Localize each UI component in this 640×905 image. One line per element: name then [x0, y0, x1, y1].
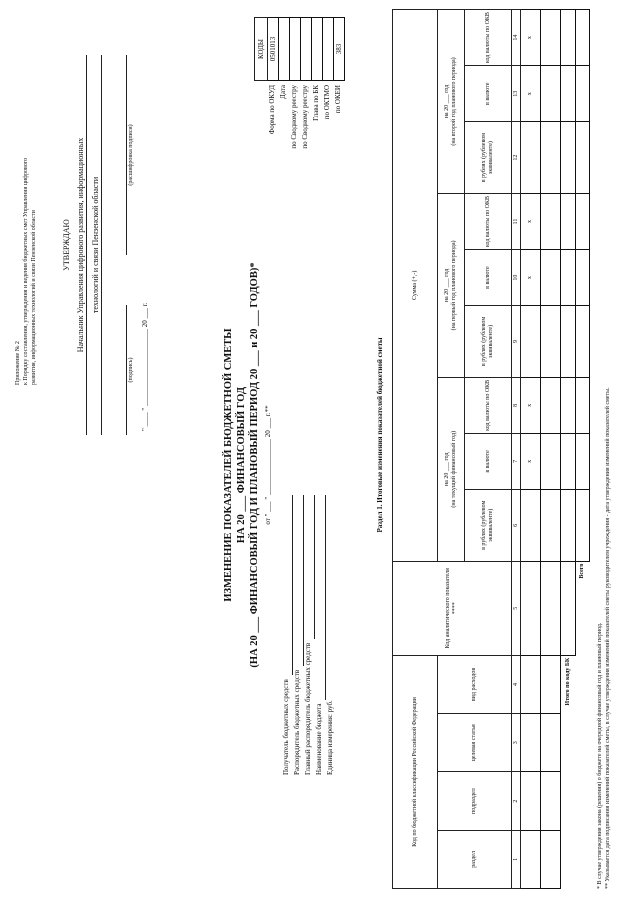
document-title: [222, 255, 273, 675]
bk-header: Код по бюджетной классификации Российской Федерации: [393, 655, 438, 888]
codes-value: 383: [334, 18, 345, 81]
field-row: Главный распорядитель бюджетных средств: [304, 495, 315, 775]
sum-header: Сумма (+,-): [393, 10, 438, 562]
title-line2: НА 20 ___ ФИНАНСОВЫЙ ГОД: [236, 386, 247, 544]
codes-value: [323, 18, 334, 81]
col-okv: код валюты по ОКВ: [465, 194, 512, 250]
col-okv: код валюты по ОКВ: [465, 377, 512, 433]
table-row: [541, 10, 561, 889]
codes-labels: Форма по ОКУД Дата по Сводному реестру по Сводному реестру Глава по БК по ОКТМО по ОКЕИ: [268, 85, 342, 149]
col-currency: в валюте: [465, 433, 512, 489]
approval-label: УТВЕРЖДАЮ: [62, 219, 71, 271]
bk-col-target: целевая статья: [438, 714, 512, 772]
col-okv: код валюты по ОКВ: [465, 10, 512, 66]
col-currency: в валюте: [465, 66, 512, 122]
approval-position-line1: Начальник Управления цифрового развития, информационных: [76, 55, 87, 435]
approval-block: [62, 55, 150, 435]
analytic-header: Код аналитического показателя ****: [393, 561, 512, 655]
footnote-1: * В случае утверждения закона (решения) о бюджете на очередной финансовый год и плановый период.: [597, 622, 603, 889]
decoding-caption: (расшифровка подписи): [128, 124, 134, 186]
col-number-row: 1 2 3 4 5 6 7 8 9 10 11 12 13 14: [512, 10, 521, 889]
footnote-2: ** Указывается дата подписания изменений показателей сметы, в случае утверждения изменений показателей сметы руководителем учреждения - дата утверждения изменений показателей сметы.: [605, 387, 611, 889]
approval-position-line2: технологий и связи Пензенской области: [91, 55, 102, 435]
title-line1: ИЗМЕНЕНИЕ ПОКАЗАТЕЛЕЙ БЮДЖЕТНОЙ СМЕТЫ: [223, 328, 234, 602]
table-row: x x x x x x: [521, 10, 541, 889]
col-currency: в валюте: [465, 250, 512, 306]
col-rub: в рублях (рублевом эквиваленте): [465, 122, 512, 194]
col-rub: в рублях (рублевом эквиваленте): [465, 489, 512, 561]
approval-date: " ____ " ______________________ 20 ___ г.: [141, 302, 149, 431]
field-row: Получатель бюджетных средств: [282, 495, 293, 775]
codes-header: КОДЫ: [255, 18, 268, 81]
section1-table: [392, 9, 590, 889]
codes-value: [290, 18, 301, 81]
appendix-line2: к Порядку составления, утверждения и ведения бюджетных смет Управления цифрового: [23, 157, 29, 385]
col-rub: в рублях (рублевом эквиваленте): [465, 306, 512, 378]
field-row: Наименование бюджета: [315, 495, 326, 775]
codes-table: [254, 17, 345, 81]
section1-title: Раздел 1. Итоговые изменения показателей бюджетной сметы: [376, 337, 384, 533]
appendix-note: [14, 45, 38, 385]
signature-caption: (подпись): [128, 357, 134, 383]
appendix-line3: развития, информационных технологий и связи Пензенской области: [31, 210, 37, 385]
bk-col-section: раздел: [438, 830, 512, 888]
field-row: Распорядитель бюджетных средств: [293, 495, 304, 775]
header-fields: [282, 495, 337, 775]
title-line3: (НА 20 ___ ФИНАНСОВЫЙ ГОД И ПЛАНОВЫЙ ПЕРИОД 20 ___ и 20 ___ ГОДОВ)*: [249, 262, 260, 668]
field-row: Единица измерения: руб.: [326, 700, 334, 775]
codes-value: [279, 18, 290, 81]
appendix-line1: Приложение № 2: [15, 341, 21, 385]
year-header: на 20 ___ год (на первый год планового периода): [438, 194, 465, 378]
codes-value: 0501013: [268, 18, 279, 81]
total-by-bk-row: Итого по коду БК: [561, 10, 576, 889]
codes-value: [301, 18, 312, 81]
footnotes: [596, 19, 612, 889]
year-header: на 20 ___ год (на текущий финансовый год): [438, 377, 465, 561]
codes-value: [312, 18, 323, 81]
total-row: Всего: [575, 10, 590, 889]
bk-col-subsection: подраздел: [438, 772, 512, 830]
year-header: на 20 ___ год (на второй год планового периода): [438, 10, 465, 194]
title-date: от " ___ " ________________ 20 ___ г.**: [264, 405, 272, 525]
bk-col-type: вид расходов: [438, 655, 512, 713]
